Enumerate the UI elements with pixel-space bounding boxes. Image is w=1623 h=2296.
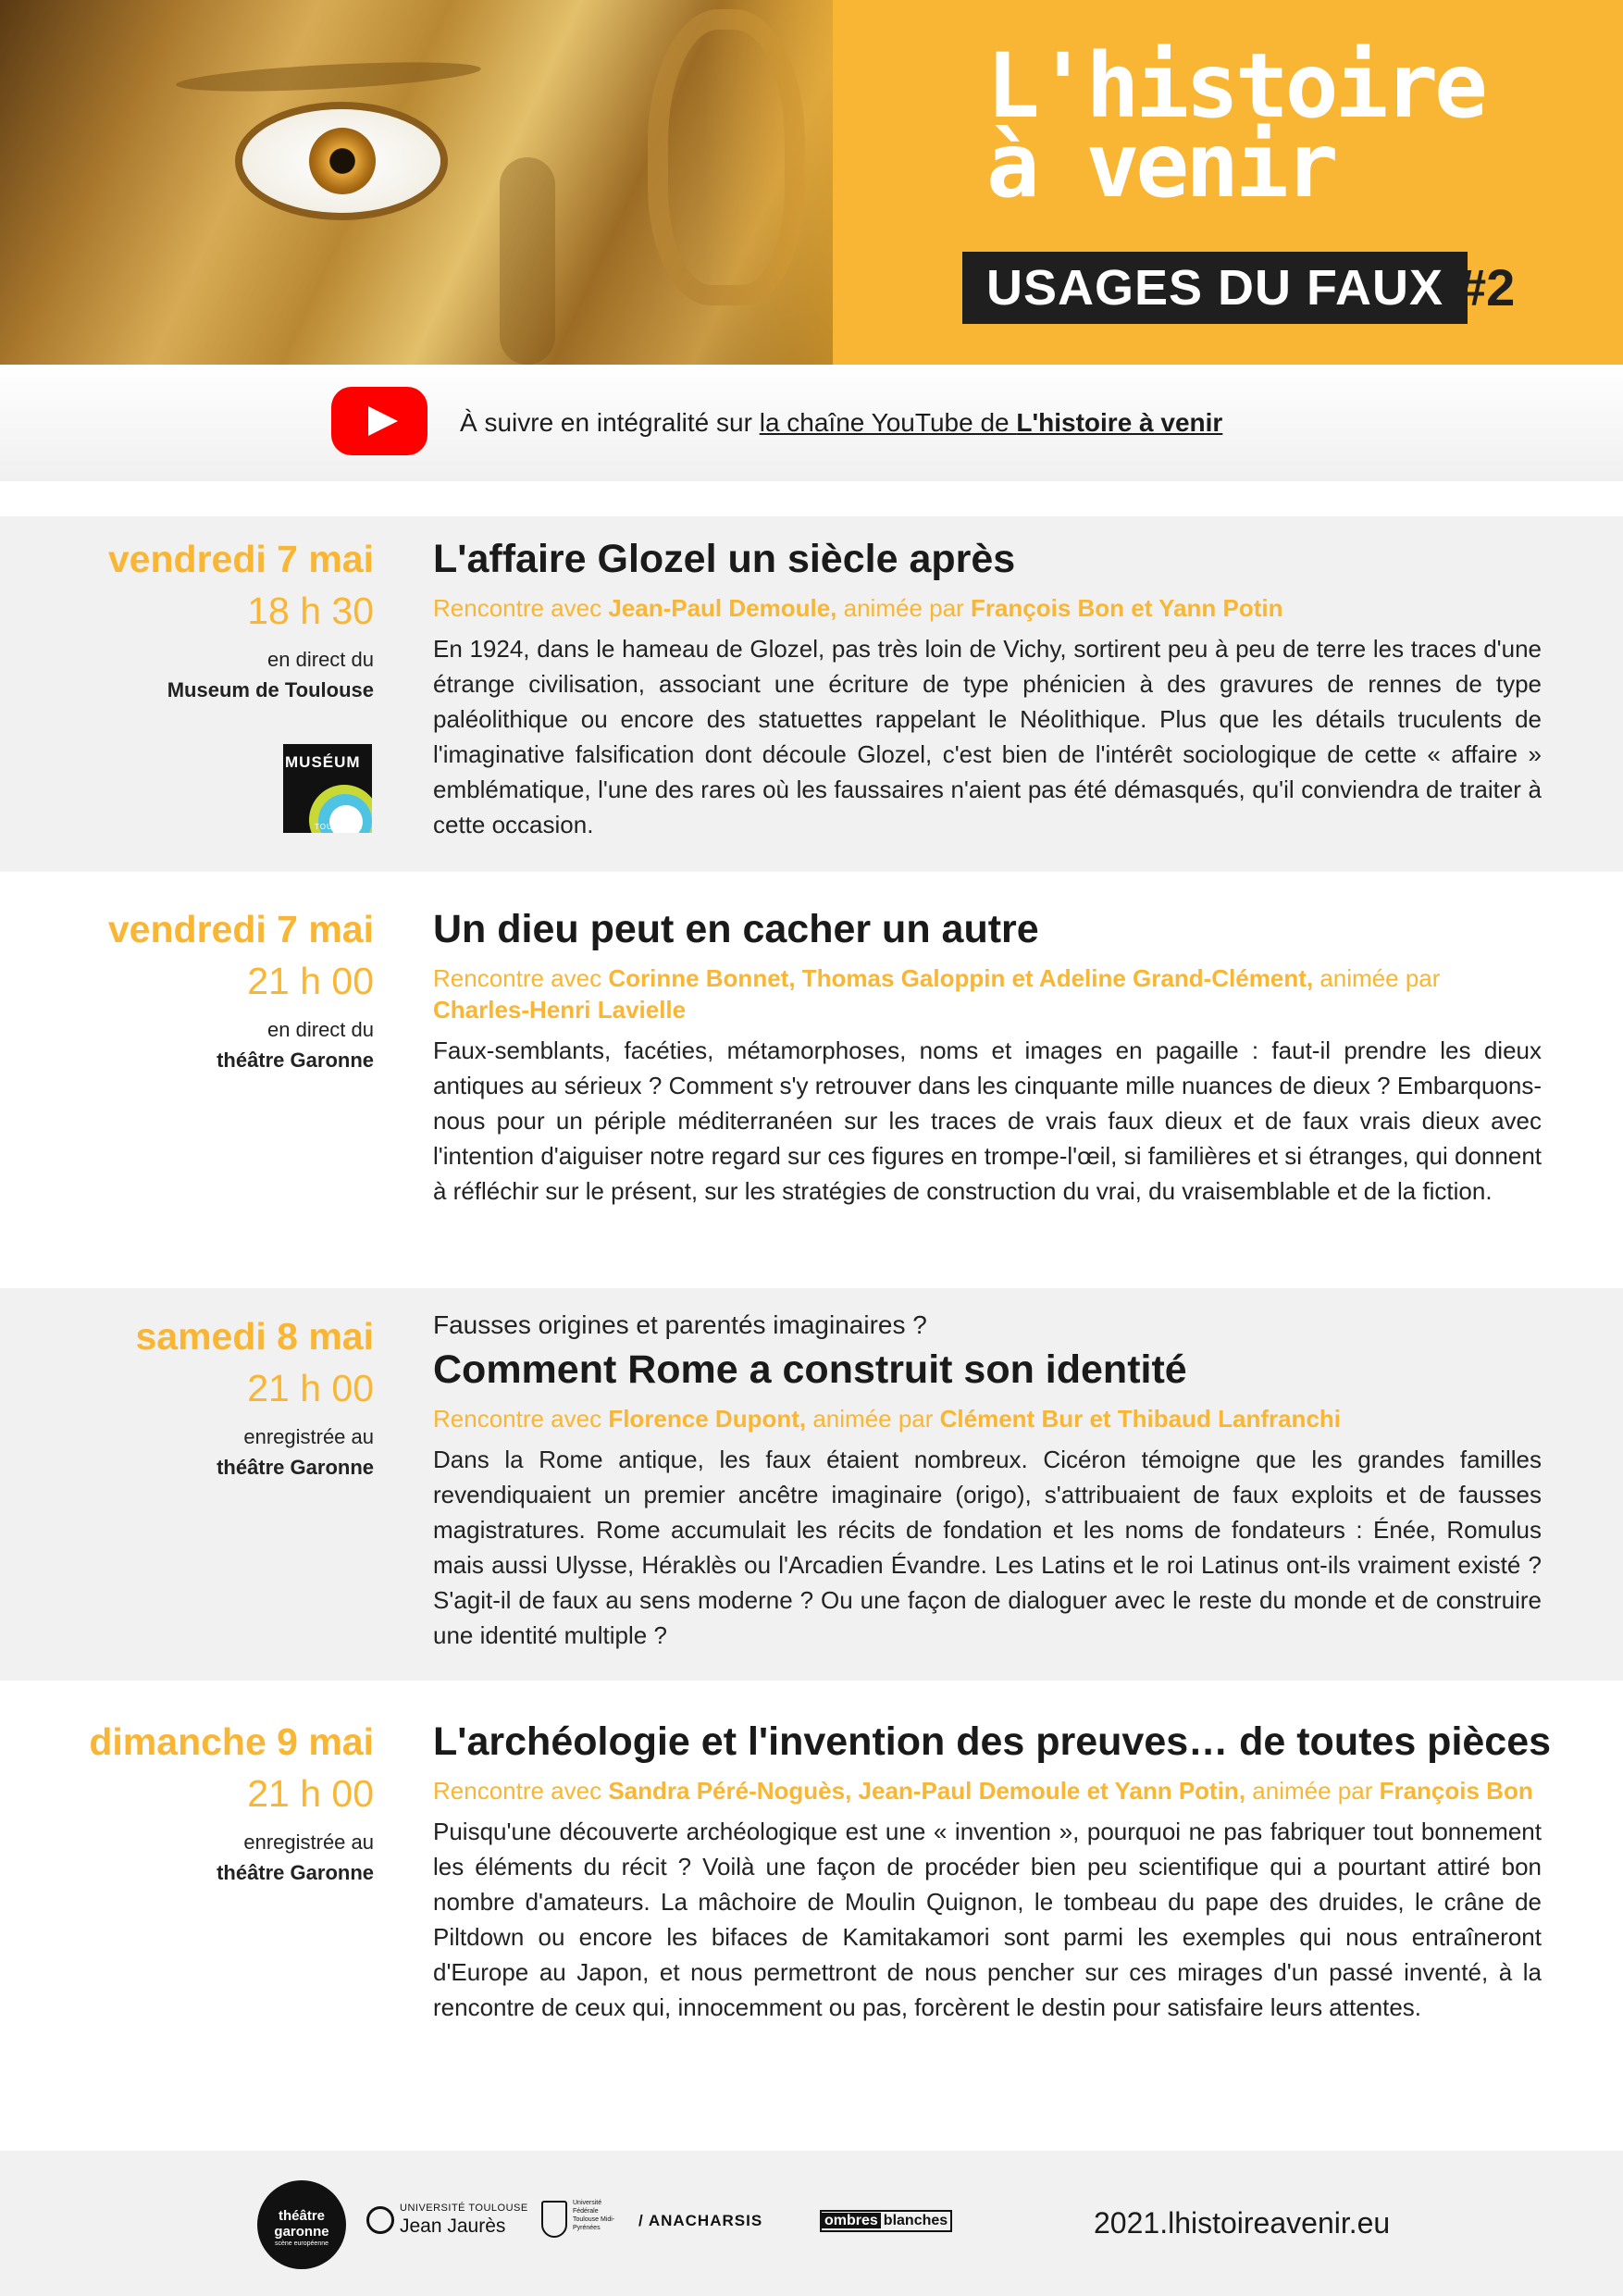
brand-line-1: L'histoire xyxy=(986,34,1484,138)
mask-eye-image xyxy=(242,109,440,213)
event-schedule xyxy=(0,903,374,1075)
event-card xyxy=(0,1681,1623,2151)
event-schedule xyxy=(0,1310,374,1483)
speakers-hosts: Clément Bur et Thibaud Lanfranchi xyxy=(939,1405,1342,1433)
ombres-blanches-part-b: blanches xyxy=(883,2213,948,2228)
museum-logo-subtext: TOULOUSE xyxy=(315,823,363,831)
speakers-guests: Florence Dupont, xyxy=(608,1405,807,1433)
event-schedule xyxy=(0,1716,374,1888)
event-speakers xyxy=(433,1403,1542,1434)
speakers-guests: Jean-Paul Demoule, xyxy=(608,594,837,622)
universite-line2: Jean Jaurès xyxy=(400,2215,506,2237)
event-venue: théâtre Garonne xyxy=(217,1456,374,1479)
event-mode: en direct du xyxy=(267,648,374,671)
youtube-play-icon[interactable] xyxy=(331,387,427,455)
event-card xyxy=(0,872,1623,1288)
youtube-banner-text xyxy=(460,365,1222,481)
museum-logo xyxy=(283,744,372,833)
speakers-guests: Sandra Péré-Noguès, Jean-Paul Demoule et Yann Potin, xyxy=(608,1777,1246,1805)
universite-federale-text: Université Fédérale Toulouse Midi-Pyrénées xyxy=(573,2200,615,2231)
event-venue: théâtre Garonne xyxy=(217,1049,374,1072)
brand-logo xyxy=(986,34,1542,217)
event-day: samedi 8 mai xyxy=(135,1315,374,1358)
event-description: Puisqu'une découverte archéologique est une « invention », pourquoi ne pas fabriquer tout bonnement les éléments du récit ? Voilà une façon de procéder bien peu scientifique qui a pourtant attiré bon nombre d'amateurs. La mâchoire de Moulin Quignon, le tombeau du pape des druides, le crâne de Piltdown ou encore les bifaces de Kamitakamori sont parmi les exemples qui nous entraîneront d'Europe au Japon, et nous permettront de nous pencher sur ces mirages d'un passé inventé, à la rencontre de ceux qui, innocemment ou pas, forcèrent le destin pour satisfaire leurs attentes. xyxy=(433,1818,1542,2021)
event-mode: enregistrée au xyxy=(243,1831,374,1854)
universite-federale-logo xyxy=(541,2199,615,2243)
universite-jean-jaures-logo xyxy=(366,2203,528,2247)
mask-brow xyxy=(176,56,482,96)
event-speakers xyxy=(433,592,1542,624)
event-time: 21 h 00 xyxy=(247,1367,374,1409)
youtube-link-text[interactable]: la chaîne YouTube de xyxy=(759,408,1017,437)
event-schedule xyxy=(0,533,374,705)
shield-icon xyxy=(541,2201,567,2238)
event-kicker: Fausses origines et parentés imaginaires ? xyxy=(433,1310,927,1339)
speakers-guests: Corinne Bonnet, Thomas Galoppin et Adeline Grand-Clément, xyxy=(608,964,1314,992)
speakers-hosts: Charles-Henri Lavielle xyxy=(433,996,687,1024)
speakers-mid: animée par xyxy=(806,1405,940,1433)
event-time: 21 h 00 xyxy=(247,960,374,1002)
event-time: 21 h 00 xyxy=(247,1772,374,1815)
event-description: En 1924, dans le hameau de Glozel, pas très loin de Vichy, sortirent peu à peu de terre les traces d'une étrange civilisation, associant une écriture de type phénicien à des gravures de rennes de type paléolithique ou encore des statuettes rappelant le Néolithique. Plus que les détails truculents de l'imaginative falsification dont découle Glozel, c'est bien de l'intérêt sociologique de cette « affaire » emblématique, l'une des rares où les faussaires n'aient pas été démasqués, qu'il conviendra de traiter à cette occasion. xyxy=(433,635,1542,838)
mask-iris xyxy=(309,128,376,194)
speakers-mid: animée par xyxy=(1245,1777,1380,1805)
youtube-channel-link[interactable] xyxy=(760,408,1223,437)
event-description: Dans la Rome antique, les faux étaient nombreux. Cicéron témoigne que les grandes familles revendiquaient un premier ancêtre imaginaire (origo), s'attribuaient de faux exploits et de fausses magistratures. Rome accumulait les récits de fondation et les noms de fondateurs : Énée, Romulus mais aussi Ulysse, Héraklès ou l'Arcadien Évandre. Les Latins et le roi Latinus ont-ils vraiment existé ? S'agit-il de faux au sens moderne ? Ou une façon de dialoguer avec le reste du monde et de construire une identité multiple ? xyxy=(433,1446,1542,1649)
youtube-lead-text: À suivre en intégralité sur xyxy=(460,408,760,437)
speakers-prefix: Rencontre avec xyxy=(433,964,609,992)
event-speakers xyxy=(433,962,1542,1025)
event-title: Un dieu peut en cacher un autre xyxy=(433,907,1039,951)
speakers-hosts: François Bon et Yann Potin xyxy=(970,594,1283,622)
event-day: vendredi 7 mai xyxy=(107,538,374,580)
event-content xyxy=(433,903,1542,1209)
event-title: L'affaire Glozel un siècle après xyxy=(433,537,1016,581)
series-title: USAGES DU FAUX xyxy=(962,252,1468,324)
speakers-mid: animée par xyxy=(836,594,971,622)
speakers-prefix: Rencontre avec xyxy=(433,1405,609,1433)
event-venue: Museum de Toulouse xyxy=(167,678,374,701)
event-mode: en direct du xyxy=(267,1018,374,1041)
speakers-mid: animée par xyxy=(1313,964,1441,992)
event-mode: enregistrée au xyxy=(243,1425,374,1448)
website-link[interactable]: 2021.lhistoireavenir.eu xyxy=(1094,2206,1391,2240)
theatre-garonne-line2: garonne xyxy=(274,2224,329,2240)
series-number: #2 xyxy=(1457,258,1516,316)
speakers-prefix: Rencontre avec xyxy=(433,594,609,622)
universite-line1: UNIVERSITÉ TOULOUSE xyxy=(400,2203,528,2214)
event-description: Faux-semblants, facéties, métamorphoses, noms et images en pagaille : faut-il prendre les dieux antiques au sérieux ? Comment s'y retrouver dans les cinquante mille nuances de dieux ? Embarquons-nous pour un périple méditerranéen sur les traces de vrais faux dieux et de faux vrais dieux avec l'intention d'aiguiser notre regard sur ces figures en trompe-l'œil, si familières et si étranges, qui donnent à réfléchir sur le présent, sur les stratégies de construction du vrai, du vraisemblable et de la fiction. xyxy=(433,1036,1542,1205)
museum-logo-text: MUSÉUM xyxy=(285,753,361,771)
event-content xyxy=(433,533,1542,842)
universite-mark-icon xyxy=(366,2206,394,2234)
speakers-hosts: François Bon xyxy=(1379,1777,1533,1805)
theatre-garonne-line1: théâtre xyxy=(278,2208,326,2224)
ombres-blanches-part-a: ombres xyxy=(822,2213,881,2228)
golden-mask-image xyxy=(0,0,833,365)
event-speakers xyxy=(433,1775,1542,1806)
footer xyxy=(0,2151,1623,2296)
youtube-link-bold[interactable]: L'histoire à venir xyxy=(1016,408,1223,437)
event-card xyxy=(0,1288,1623,1681)
event-day: dimanche 9 mai xyxy=(89,1720,374,1763)
event-content xyxy=(433,1307,1542,1653)
theatre-garonne-logo xyxy=(257,2180,346,2269)
mask-ear-image xyxy=(648,9,805,305)
event-content xyxy=(433,1716,1552,2025)
ombres-blanches-logo xyxy=(820,2210,952,2232)
header-banner xyxy=(0,0,1623,365)
brand-line-2: à venir xyxy=(986,114,1335,217)
event-title: Comment Rome a construit son identité xyxy=(433,1347,1187,1392)
youtube-banner xyxy=(0,365,1623,481)
theatre-garonne-sub: scène européenne xyxy=(275,2240,328,2247)
event-card xyxy=(0,516,1623,872)
speakers-prefix: Rencontre avec xyxy=(433,1777,609,1805)
event-time: 18 h 30 xyxy=(247,590,374,632)
event-title: L'archéologie et l'invention des preuves… de toutes pièces xyxy=(433,1719,1552,1764)
event-day: vendredi 7 mai xyxy=(107,908,374,950)
anacharsis-logo: / ANACHARSIS xyxy=(638,2212,763,2229)
event-venue: théâtre Garonne xyxy=(217,1861,374,1884)
mask-shadow xyxy=(500,157,555,365)
